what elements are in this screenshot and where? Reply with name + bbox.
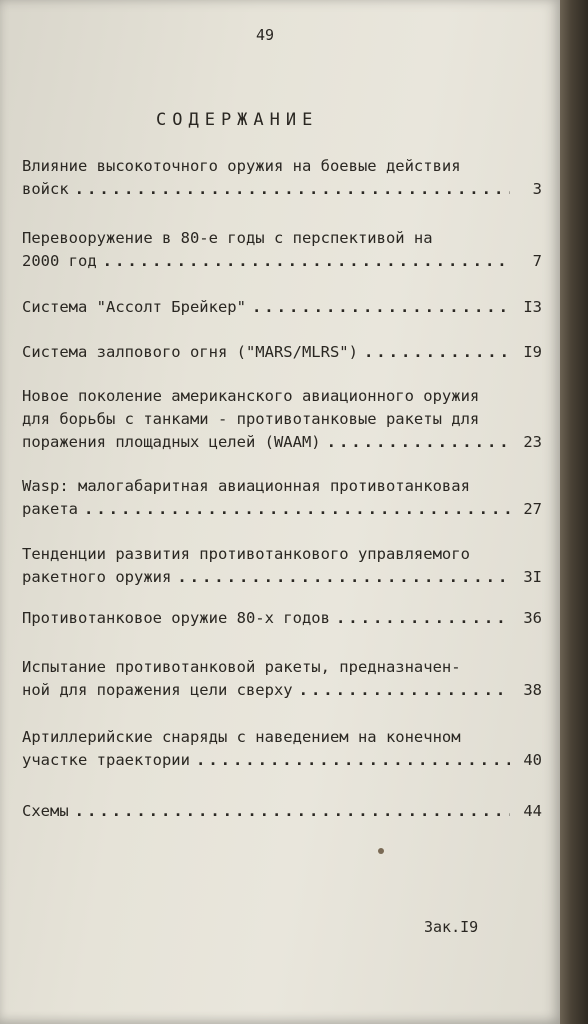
toc-page-number: 23 bbox=[523, 433, 542, 451]
leader-dots bbox=[364, 341, 510, 364]
leader-dots bbox=[252, 296, 510, 319]
toc-entry-text: участке траектории bbox=[22, 751, 190, 769]
toc-entry bbox=[22, 155, 542, 201]
toc-entry-line: Перевооружение в 80-е годы с перспективой на bbox=[22, 229, 433, 247]
page-edge bbox=[560, 0, 588, 1024]
leader-dots bbox=[75, 800, 510, 823]
toc-page-number: 40 bbox=[523, 751, 542, 769]
toc-page-number: 3 bbox=[532, 180, 542, 198]
leader-dots bbox=[327, 431, 510, 454]
toc-entry-last-line bbox=[22, 431, 542, 454]
toc-entry-last-line bbox=[22, 749, 542, 772]
toc-entry bbox=[22, 296, 542, 319]
leader-dots bbox=[196, 749, 510, 772]
toc-page-number: I9 bbox=[523, 343, 542, 361]
toc-page-number: I3 bbox=[523, 298, 542, 316]
toc-page-number: 3I bbox=[523, 568, 542, 586]
leader-dots bbox=[75, 178, 510, 201]
leader-dots bbox=[299, 679, 510, 702]
toc-entry-last-line bbox=[22, 498, 542, 521]
toc-entry-last-line bbox=[22, 250, 542, 273]
toc-entry-line: Влияние высокоточного оружия на боевые действия bbox=[22, 157, 461, 175]
toc-entry-text: ракетного оружия bbox=[22, 568, 172, 586]
toc-entry-text: 2000 год bbox=[22, 252, 97, 270]
toc-entry-last-line bbox=[22, 566, 542, 589]
toc-entry-last-line bbox=[22, 296, 542, 319]
leader-dots bbox=[103, 250, 510, 273]
leader-dots bbox=[336, 607, 510, 630]
toc-page-number: 36 bbox=[523, 609, 542, 627]
toc-entry-last-line bbox=[22, 607, 542, 630]
toc-entry bbox=[22, 227, 542, 273]
toc-entry bbox=[22, 543, 542, 589]
toc-entry-line: Испытание противотанковой ракеты, предназначен- bbox=[22, 658, 461, 676]
toc-entry-line: Новое поколение американского авиационного оружия bbox=[22, 387, 480, 405]
toc-page-number: 7 bbox=[532, 252, 542, 270]
toc-entry-line: Артиллерийские снаряды с наведением на конечном bbox=[22, 728, 461, 746]
toc-entry-text: поражения площадных целей (WAAM) bbox=[22, 433, 321, 451]
toc-entry-line: для борьбы с танками - противотанковые ракеты для bbox=[22, 410, 480, 428]
page-number: 49 bbox=[256, 26, 275, 44]
toc-entry-line: Тенденции развития противотанкового управляемого bbox=[22, 545, 470, 563]
toc-entry-text: Система "Ассолт Брейкер" bbox=[22, 298, 246, 316]
toc-entry-last-line bbox=[22, 679, 542, 702]
toc-entry bbox=[22, 726, 542, 772]
leader-dots bbox=[84, 498, 510, 521]
toc-entry-text: ракета bbox=[22, 500, 78, 518]
leader-dots bbox=[177, 566, 510, 589]
toc-entry-last-line bbox=[22, 178, 542, 201]
toc-entry bbox=[22, 607, 542, 630]
toc-entry-last-line bbox=[22, 800, 542, 823]
toc-entry bbox=[22, 800, 542, 823]
toc-entry-text: Система залпового огня ("MARS/MLRS") bbox=[22, 343, 358, 361]
toc-page-number: 27 bbox=[523, 500, 542, 518]
toc-entry bbox=[22, 475, 542, 521]
toc-entry bbox=[22, 385, 542, 454]
toc-page-number: 44 bbox=[523, 802, 542, 820]
toc-entry-text: Противотанковое оружие 80-х годов bbox=[22, 609, 330, 627]
toc-entry-line: Wasp: малогабаритная авиационная противотанковая bbox=[22, 477, 470, 495]
toc-entry-text: войск bbox=[22, 180, 69, 198]
toc-page-number: 38 bbox=[523, 681, 542, 699]
ink-spot bbox=[378, 848, 384, 854]
toc-entry-text: Схемы bbox=[22, 802, 69, 820]
toc-entry-last-line bbox=[22, 341, 542, 364]
toc-entry-text: ной для поражения цели сверху bbox=[22, 681, 293, 699]
toc-entry bbox=[22, 341, 542, 364]
order-mark: Зак.I9 bbox=[424, 918, 479, 936]
toc-entry bbox=[22, 656, 542, 702]
contents-heading: СОДЕРЖАНИЕ bbox=[156, 110, 319, 130]
